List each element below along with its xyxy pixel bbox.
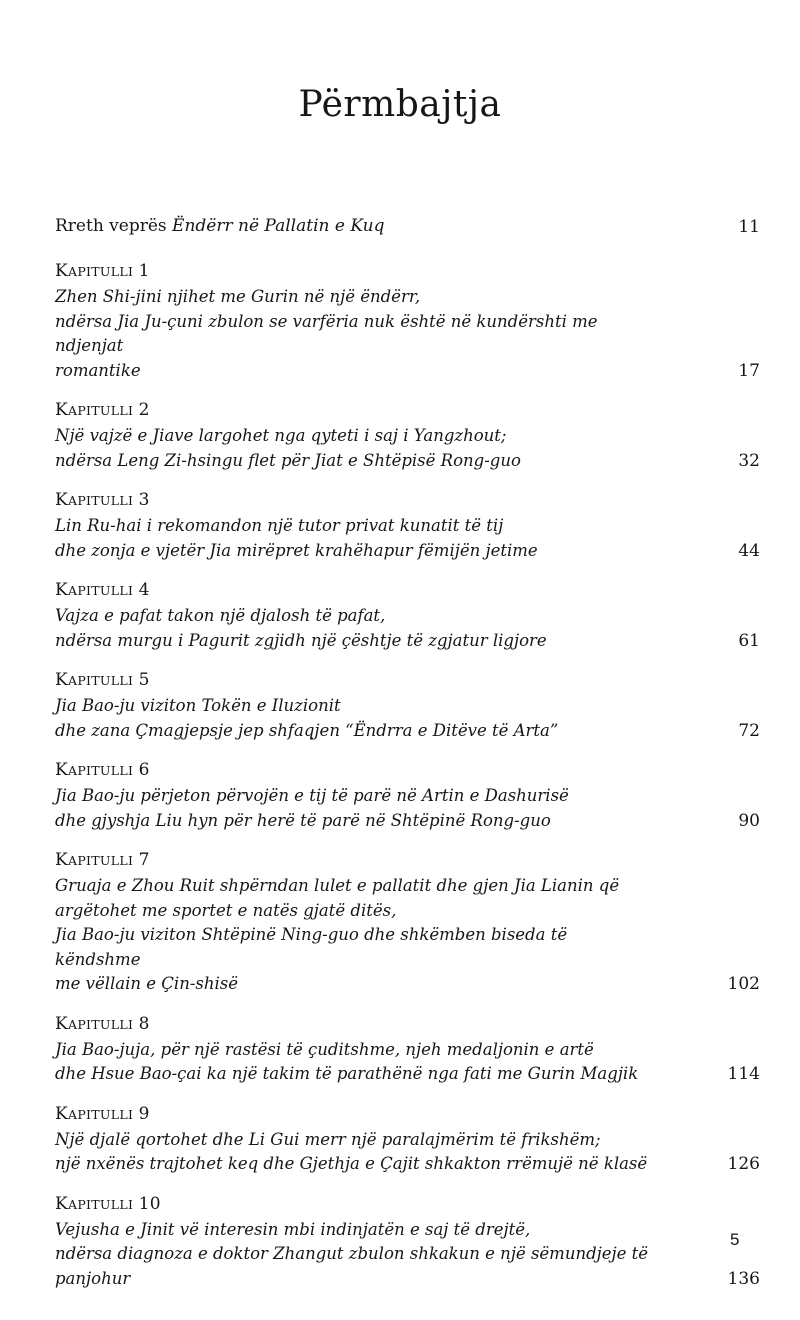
chapter-description [55, 604, 655, 653]
folio-page-number: 5 [730, 1230, 740, 1249]
chapter-description-line: romantike [55, 360, 141, 380]
chapter-label-rest: APITULLI [68, 763, 134, 778]
chapter-description-line: Një vajzë e Jiave largohet nga qyteti i saj i Yangzhout; [55, 426, 507, 445]
chapter-description-line: me vëllain e Çin-shisë [55, 974, 238, 993]
chapter-label-rest: APITULLI [68, 493, 134, 508]
chapter-number: 8 [138, 1013, 150, 1034]
toc-entry-chapter [55, 258, 760, 383]
chapter-label-rest: APITULLI [68, 853, 134, 868]
page-number: 90 [738, 810, 760, 831]
chapter-description-line: Jia Bao-ju viziton Shtëpinë Ning-guo dhe shkëmben biseda të këndshme [55, 925, 568, 969]
toc-entry-chapter [55, 1101, 760, 1177]
chapter-label-rest: APITULLI [68, 403, 134, 418]
chapter-description-line: Zhen Shi-jini njihet me Gurin në një ëndërr, [55, 287, 421, 306]
page-number: 114 [727, 1064, 760, 1084]
page-number: 61 [738, 630, 760, 651]
chapter-description-line: dhe gjyshja Liu hyn për herë të parë në Shtëpinë Rong-guo [55, 810, 551, 830]
chapter-label [55, 757, 760, 784]
chapter-label-rest: APITULLI [68, 1016, 134, 1032]
chapter-description [55, 1218, 655, 1292]
chapter-number: 4 [138, 580, 150, 600]
chapter-description-line: Gruaja e Zhou Ruit shpërndan lulet e pallatit dhe gjen Jia Lianin që [55, 876, 620, 895]
chapter-label [55, 847, 760, 874]
chapter-description-line: Lin Ru-hai i rekomandon një tutor privat kunatit të tij [55, 516, 504, 535]
page-number: 44 [738, 540, 760, 561]
chapter-label [55, 487, 760, 514]
chapter-label [55, 1101, 760, 1128]
chapter-label-rest: APITULLI [68, 583, 134, 598]
toc-entry-intro [55, 213, 760, 240]
chapter-description-line: dhe zonja e vjetër Jia mirëpret krahëhapur fëmijën jetime [55, 540, 538, 560]
toc-entry-chapter [55, 1011, 760, 1087]
chapter-label [55, 258, 760, 285]
chapter-number: 7 [138, 850, 150, 870]
chapter-label-initial: K [55, 400, 69, 420]
chapter-description [55, 514, 655, 563]
page-number: 102 [727, 974, 760, 994]
chapter-label-rest: APITULLI [68, 673, 134, 688]
chapter-number: 2 [138, 400, 150, 420]
chapter-description-line: Jia Bao-ju përjeton përvojën e tij të parë në Artin e Dashurisë [55, 786, 569, 805]
page-title: Përmbajtja [298, 84, 502, 125]
chapter-description-line: një nxënës trajtohet keq dhe Gjethja e Çajit shkakton rrëmujë në klasë [55, 1154, 648, 1173]
chapter-label-initial: K [55, 1193, 69, 1214]
chapter-description-line: Jia Bao-ju viziton Tokën e Iluzionit [55, 696, 341, 715]
chapter-label [55, 577, 760, 604]
intro-prefix: Rreth veprës [55, 216, 173, 236]
intro-work-title: Ëndërr në Pallatin e Kuq [172, 216, 385, 236]
page-number: 136 [727, 1268, 760, 1289]
chapter-number: 3 [138, 490, 150, 510]
chapter-description-line: Vajza e pafat takon një djalosh të pafat, [55, 606, 386, 625]
chapter-description [55, 1038, 655, 1087]
chapter-description [55, 784, 655, 833]
chapter-description-line: ndërsa Leng Zi-hsingu flet për Jiat e Shtëpisë Rong-guo [55, 450, 521, 470]
page-number: 72 [738, 720, 760, 741]
chapter-description-line: panjohur [55, 1268, 131, 1288]
chapter-label-initial: K [55, 1103, 69, 1124]
chapter-description-line: ndërsa Jia Ju-çuni zbulon se varfëria nuk është në kundërshti me ndjenjat [55, 311, 598, 355]
chapter-label-initial: K [55, 850, 69, 870]
chapter-description-line: Vejusha e Jinit vë interesin mbi indinjatën e saj të drejtë, [55, 1219, 531, 1239]
chapter-description [55, 424, 655, 473]
chapter-label-initial: K [55, 1013, 69, 1034]
chapter-label-initial: K [55, 670, 69, 690]
page-number: 126 [727, 1154, 760, 1174]
chapter-description [55, 1128, 655, 1177]
chapter-label-rest: APITULLI [68, 1106, 134, 1122]
chapter-label-rest: APITULLI [68, 264, 134, 279]
chapter-label [55, 667, 760, 694]
chapter-label-rest: APITULLI [68, 1196, 134, 1212]
chapter-number: 6 [138, 760, 150, 780]
table-of-contents [55, 213, 760, 1305]
chapter-number: 9 [138, 1103, 150, 1124]
toc-entry-chapter [55, 757, 760, 833]
toc-entry-chapter [55, 847, 760, 997]
chapter-description [55, 874, 655, 997]
chapter-description-line: ndërsa diagnoza e doktor Zhangut zbulon shkakun e një sëmundjeje të [55, 1244, 649, 1263]
chapter-description-line: Një djalë qortohet dhe Li Gui merr një paralajmërim të frikshëm; [55, 1129, 601, 1149]
toc-entry-chapter [55, 487, 760, 563]
chapter-description-line: dhe Hsue Bao-çai ka një takim të parathënë nga fati me Gurin Magjik [55, 1064, 639, 1083]
toc-entry-chapter [55, 397, 760, 473]
toc-entry-chapter [55, 667, 760, 743]
chapter-label-initial: K [55, 760, 69, 780]
toc-entry-chapter [55, 1191, 760, 1292]
chapter-label-initial: K [55, 580, 69, 600]
page-number: 11 [738, 217, 760, 237]
intro-title [55, 213, 760, 240]
chapter-list [55, 258, 760, 1291]
chapter-description [55, 694, 655, 743]
page-number: 17 [738, 360, 760, 381]
chapter-description-line: argëtohet me sportet e natës gjatë ditës, [55, 900, 397, 920]
chapter-label [55, 1011, 760, 1038]
chapter-number: 10 [138, 1193, 161, 1214]
toc-entry-chapter [55, 577, 760, 653]
chapter-description-line: dhe zana Çmagjepsje jep shfaqjen “Ëndrra e Ditëve të Arta” [55, 720, 559, 740]
chapter-description-line: Jia Bao-juja, për një rastësi të çuditshme, njeh medaljonin e artë [55, 1039, 594, 1059]
chapter-description [55, 285, 655, 383]
page-number: 32 [738, 450, 760, 471]
chapter-number: 1 [138, 261, 150, 281]
chapter-description-line: ndërsa murgu i Pagurit zgjidh një çështje të zgjatur ligjore [55, 630, 547, 650]
chapter-label [55, 1191, 760, 1218]
chapter-number: 5 [138, 670, 150, 690]
chapter-label [55, 397, 760, 424]
chapter-label-initial: K [55, 261, 69, 281]
chapter-label-initial: K [55, 490, 69, 510]
